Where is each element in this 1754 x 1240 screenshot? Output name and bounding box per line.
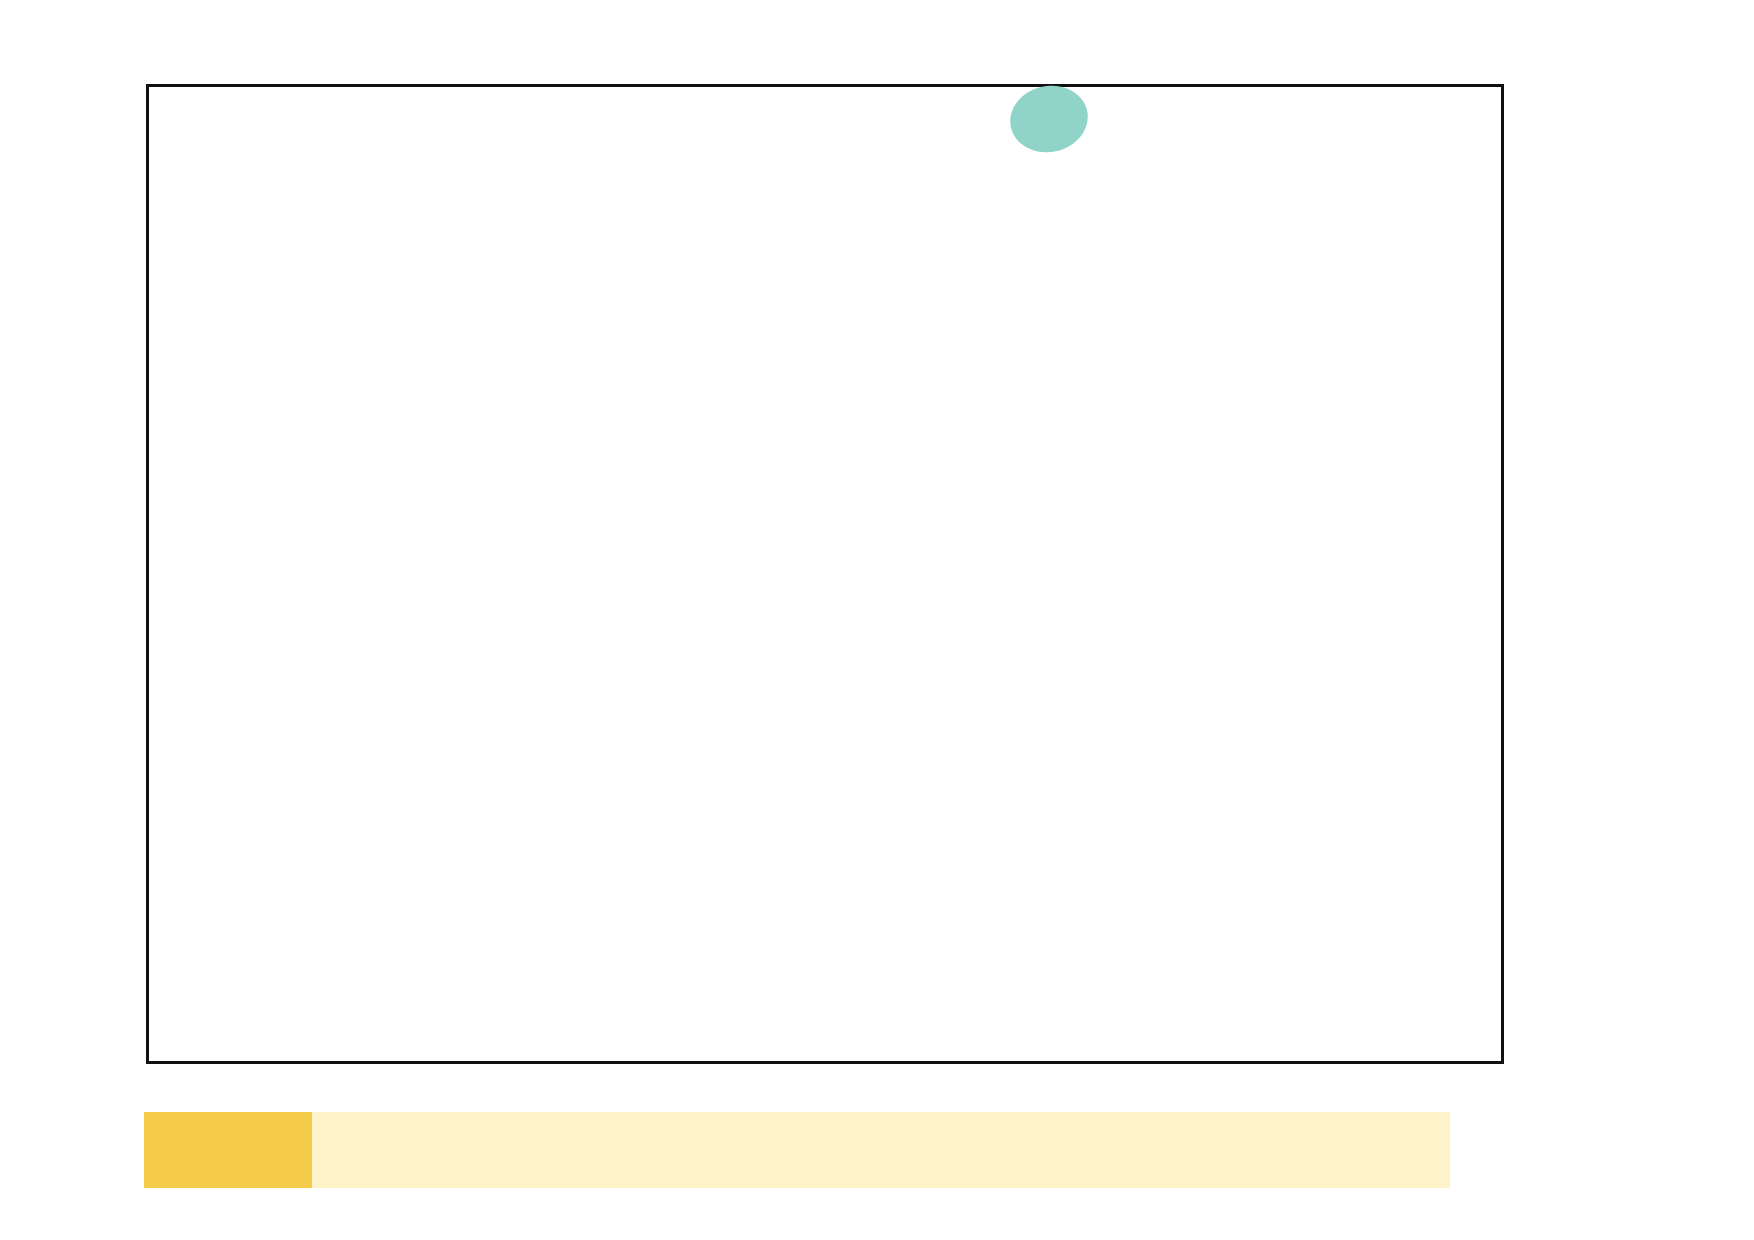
side-menu [144, 1112, 1450, 1188]
menu-table [146, 84, 1504, 1064]
side-menu-items [312, 1112, 1450, 1188]
side-menu-label [144, 1112, 312, 1188]
